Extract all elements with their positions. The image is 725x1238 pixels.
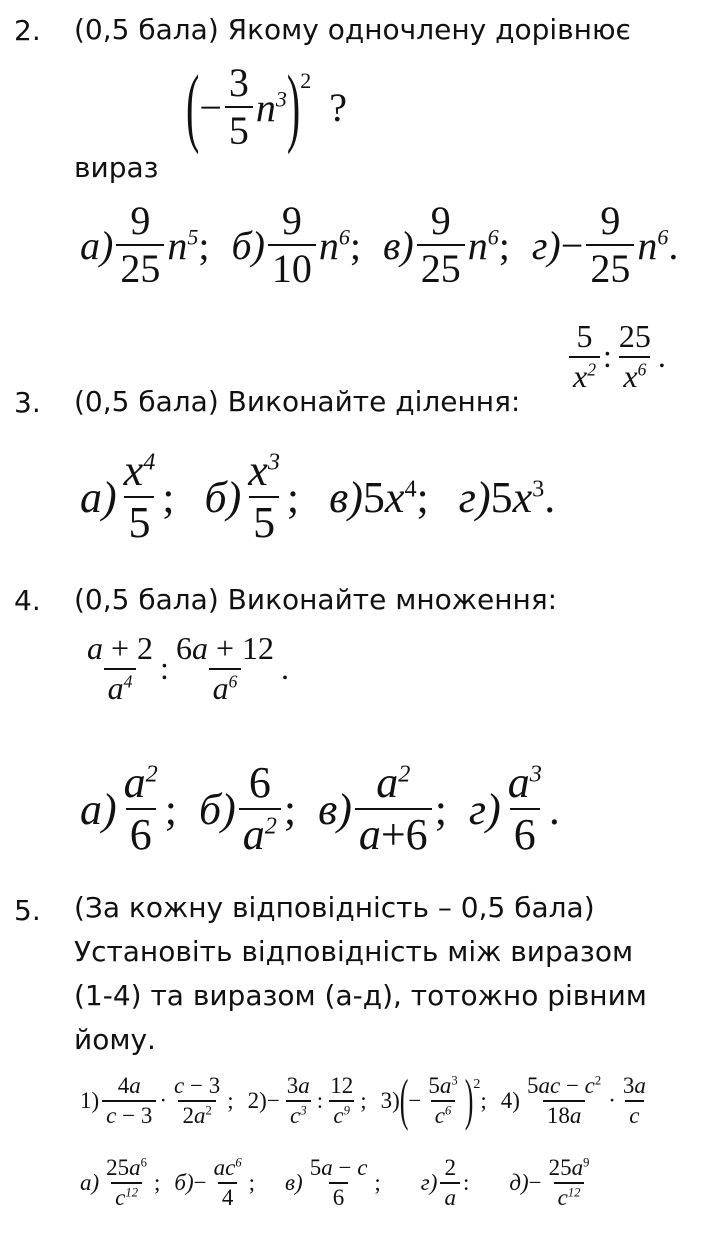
q5-number: 5.	[14, 894, 41, 927]
q4-expression: $\frac{a + 2}{a^4}$ : $\frac{6a + 12}{a^6}$ .	[87, 630, 289, 706]
q4-option-c-label: в)	[318, 784, 352, 834]
q5-right-label-d: г)	[420, 1170, 438, 1196]
q5-right-label-b: б)	[174, 1170, 194, 1196]
q4-options: а) $\frac{a^2}{6}$ ; б) $\frac{6}{a^2}$ ; в) $\frac{a^2}{a+6}$ ; г) $\frac{a^3}{6}$ .	[80, 758, 560, 860]
q5-left-expressions: 1) $\frac{4a}{c - 3}$ · $\frac{c - 3}{2a^2}$ ; 2) − $\frac{3a}{c^3}$ : $\frac{12}{c^9}$ ; 3) ( − $\frac{5a^3}{c^6}$ ) $^2$ ; 4) $\frac{5ac - c^2}{18a}$ · $\frac{3a}{c}$	[80, 1068, 646, 1132]
q2-option-a-label: а)	[80, 222, 114, 268]
q4-prompt: (0,5 бала) Виконайте множення:	[74, 583, 558, 616]
q4-option-b-label: б)	[198, 784, 236, 834]
q4-number: 4.	[14, 584, 41, 617]
q2-question-mark: ?	[329, 84, 347, 130]
q5-line-4: йому.	[74, 1023, 156, 1056]
q2-option-b-label: б)	[231, 222, 265, 268]
q5-right-label-c: в)	[285, 1170, 303, 1196]
q2-option-d-label: г)	[531, 222, 561, 268]
q2-word: вираз	[74, 151, 159, 184]
q5-left-label-2: 2)	[247, 1088, 267, 1114]
q2-expression: ( − $\frac{3}{5}$ $n^3$ ) $^2$ ?	[186, 56, 347, 156]
q4-option-a-label: а)	[80, 784, 117, 834]
q3-option-d-label: г)	[458, 472, 491, 522]
q3-option-a-label: а)	[80, 472, 117, 522]
q2-option-c-label: в)	[383, 222, 414, 268]
q5-line-3: (1-4) та виразом (а-д), тотожно рівним	[74, 979, 647, 1012]
q3-option-b-label: б)	[204, 472, 242, 522]
q5-right-label-e: д)	[509, 1170, 529, 1196]
q3-option-c-label: в)	[329, 472, 363, 522]
q3-expression: $\frac{5}{x^2}$ : $\frac{25}{x^6}$ .	[566, 320, 666, 393]
q3-number: 3.	[14, 386, 41, 419]
q5-right-label-a: а)	[80, 1170, 100, 1196]
q2-number: 2.	[14, 14, 41, 47]
q5-line-2: Установіть відповідність між виразом	[74, 935, 634, 968]
q5-left-label-1: 1)	[80, 1088, 100, 1114]
q5-line-1: (За кожну відповідність – 0,5 бала)	[74, 891, 595, 924]
q3-prompt: (0,5 бала) Виконайте ділення:	[74, 385, 521, 418]
q5-left-label-4: 4)	[500, 1088, 520, 1114]
q2-options: а) $\frac{9}{25}$ $n^5$ ; б) $\frac{9}{10}$ $n^6$ ; в) $\frac{9}{25}$ $n^6$ ; г) − $\frac{9}{25}$ $n^6$ .	[80, 198, 679, 291]
q5-left-label-3: 3)	[380, 1088, 400, 1114]
q5-right-expressions: а) $\frac{25a^6}{c^{12}}$ ; б) − $\frac{ac^6}{4}$ ; в) $\frac{5a - c}{6}$ ; г) $\frac{2}{a}$ : д) − $\frac{25a^9}{c^{12}}$	[80, 1155, 590, 1211]
q4-option-d-label: г)	[468, 784, 501, 834]
q2-prompt: (0,5 бала) Якому одночлену дорівнює	[74, 13, 631, 46]
q3-options: а) $\frac{x^4}{5}$ ; б) $\frac{x^3}{5}$ ; в) $5x^4$; г) $5x^3$.	[80, 446, 556, 548]
